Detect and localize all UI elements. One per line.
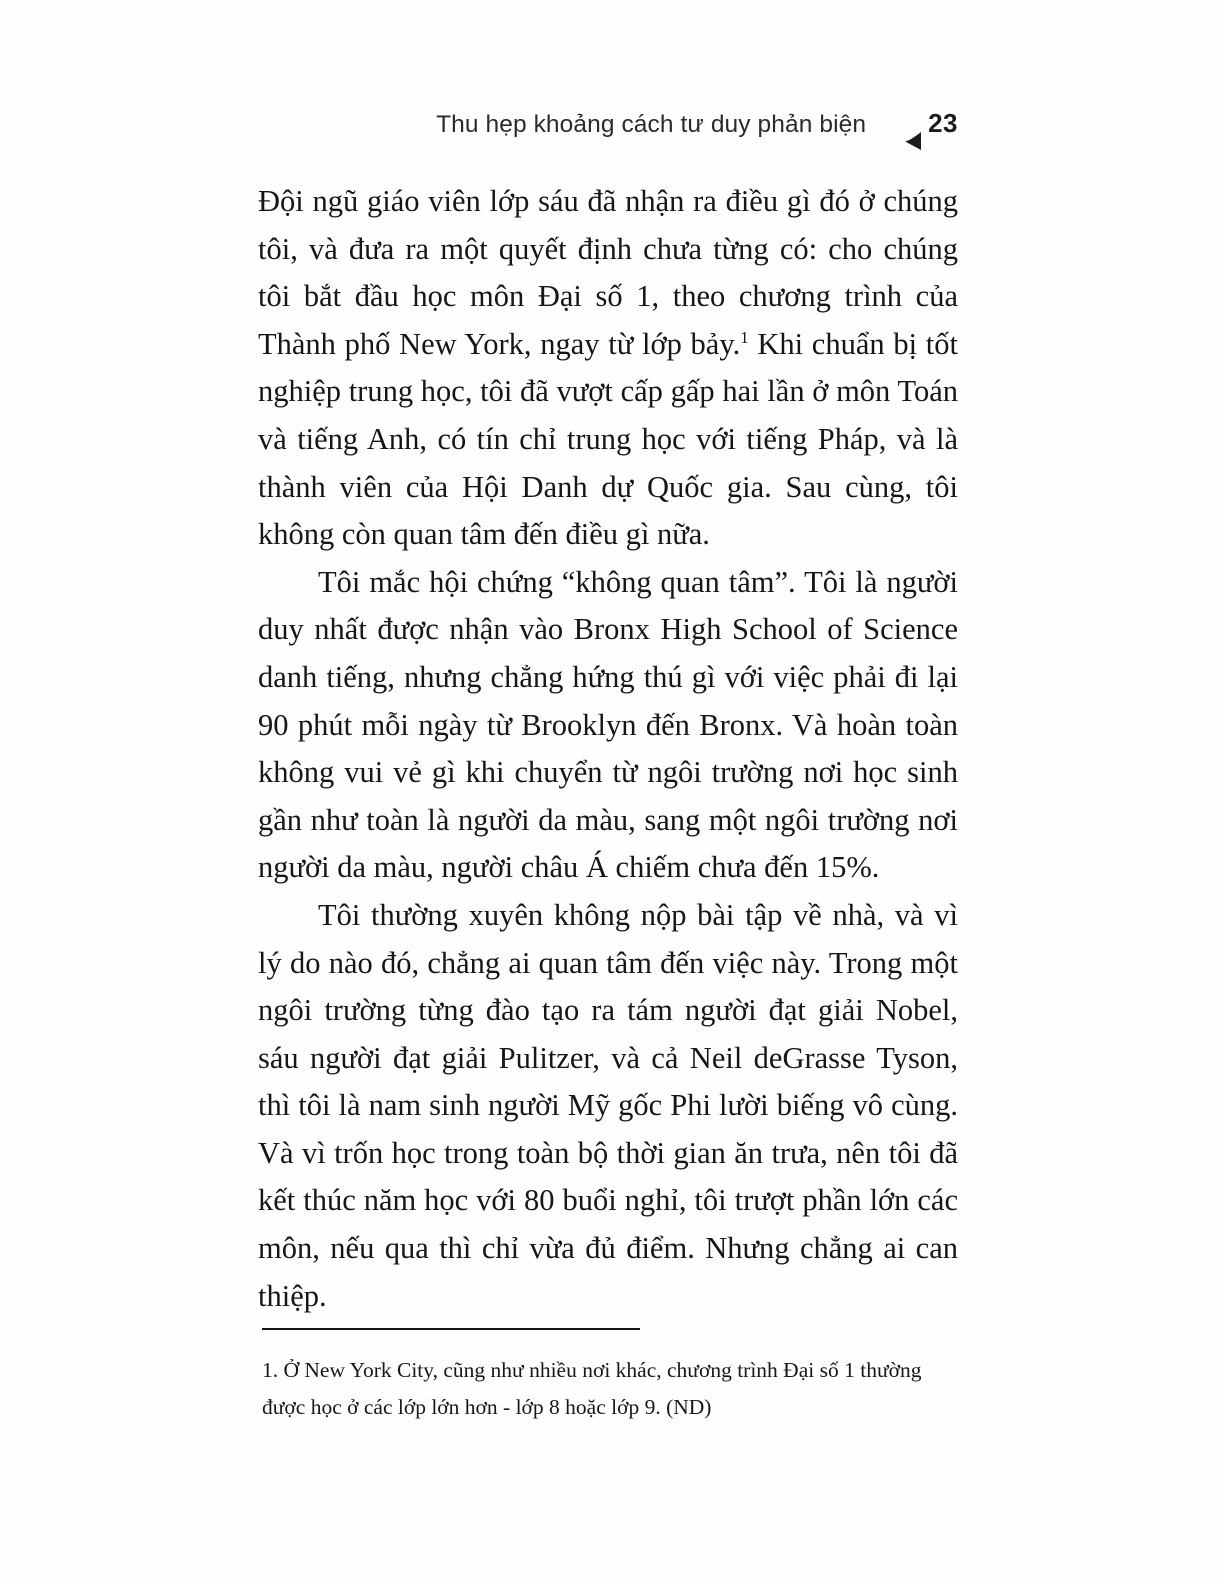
footnote-text: 1. Ở New York City, cũng như nhiều nơi khác, chương trình Đại số 1 thường được học ở các lớp lớn hơn - lớp 8 hoặc lớp 9. (ND): [262, 1358, 922, 1419]
paragraph-2: Tôi mắc hội chứng “không quan tâm”. Tôi là người duy nhất được nhận vào Bronx High School of Science danh tiếng, nhưng chẳng hứng thú gì với việc phải đi lại 90 phút mỗi ngày từ Brooklyn đến Bronx. Và hoàn toàn không vui vẻ gì khi chuyển từ ngôi trường nơi học sinh gần như toàn là người da màu, sang một ngôi trường nơi người da màu, người châu Á chiếm chưa đến 15%.: [258, 564, 958, 885]
page-number: 23: [928, 108, 958, 138]
footnote-area: [262, 1328, 962, 1426]
paragraph-3: Tôi thường xuyên không nộp bài tập về nhà, và vì lý do nào đó, chẳng ai quan tâm đến việc này. Trong một ngôi trường từng đào tạo ra tám người đạt giải Nobel, sáu người đạt giải Pulitzer, và cả Neil deGrasse Tyson, thì tôi là nam sinh người Mỹ gốc Phi lười biếng vô cùng. Và vì trốn học trong toàn bộ thời gian ăn trưa, nên tôi đã kết thúc năm học với 80 buổi nghỉ, tôi trượt phần lớn các môn, nếu qua thì chỉ vừa đủ điểm. Nhưng chẳng ai can thiệp.: [258, 897, 958, 1313]
paragraph-1-text-before-marker: Đội ngũ giáo viên lớp sáu đã nhận ra điều gì đó ở chúng tôi, và đưa ra một quyết định chưa từng có: cho chúng tôi bắt đầu học môn Đại số 1, theo chương trình của Thành phố New York, ngay từ lớp bảy.: [258, 184, 958, 361]
body-text-block: [258, 178, 958, 1320]
footnote-reference-marker[interactable]: 1: [740, 327, 749, 347]
footnote-separator-rule: [262, 1328, 640, 1330]
running-header: [258, 108, 958, 148]
paragraph-1: [258, 178, 958, 559]
running-header-title: Thu hẹp khoảng cách tư duy phản biện: [436, 111, 867, 138]
paragraph-1-text-after-marker: Khi chuẩn bị tốt nghiệp trung học, tôi đã vượt cấp gấp hai lần ở môn Toán và tiếng Anh, có tín chỉ trung học với tiếng Pháp, và là thành viên của Hội Danh dự Quốc gia. Sau cùng, tôi không còn quan tâm đến điều gì nữa.: [258, 326, 958, 552]
